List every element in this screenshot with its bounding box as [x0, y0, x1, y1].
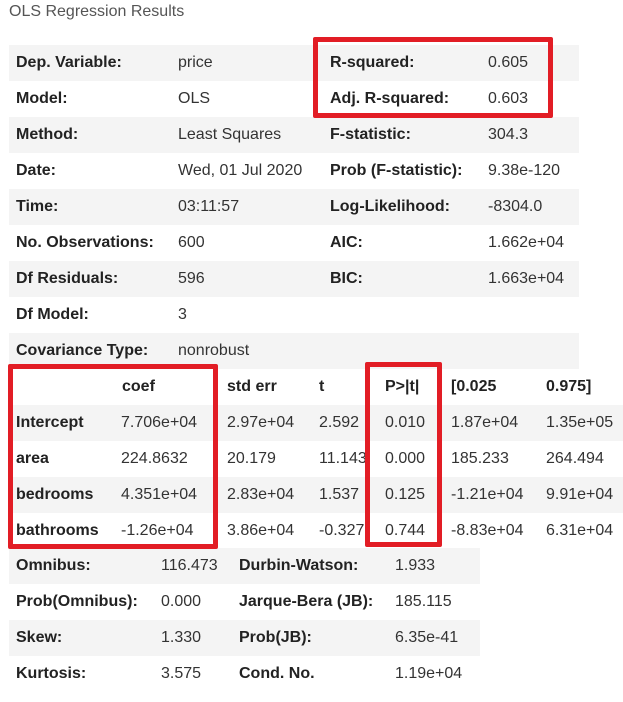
- table-row: [9, 333, 579, 369]
- coef-header-row: [9, 369, 623, 405]
- stat-value: 9.38e-120: [488, 162, 561, 179]
- table-row: [9, 81, 579, 117]
- stat-value: 0.605: [488, 54, 529, 71]
- stat-label: Omnibus:: [16, 557, 91, 574]
- stat-value: Wed, 01 Jul 2020: [178, 162, 303, 179]
- stat-label: AIC:: [330, 234, 363, 251]
- stat-value: price: [178, 54, 213, 71]
- stat-label: [323, 333, 481, 369]
- ci-high: 264.494: [546, 450, 604, 467]
- coef-value: 7.706e+04: [121, 414, 198, 431]
- stat-label: Skew:: [16, 629, 63, 646]
- stat-value: 116.473: [161, 557, 218, 574]
- coef-value: -1.26e+04: [121, 522, 194, 539]
- t-value: 2.592: [319, 414, 360, 431]
- stat-value: 3.575: [161, 665, 202, 682]
- table-row: [9, 513, 623, 549]
- header-cell: 0.975]: [546, 378, 592, 395]
- stat-label: Time:: [16, 198, 59, 215]
- coef-term: bathrooms: [16, 522, 99, 539]
- stat-value: 304.3: [488, 126, 529, 143]
- t-value: 11.143: [319, 450, 367, 467]
- stat-value: 185.115: [395, 593, 452, 610]
- p-value: 0.010: [385, 414, 426, 431]
- stat-value: nonrobust: [178, 342, 250, 359]
- ci-low: 185.233: [451, 450, 509, 467]
- coef-term: Intercept: [16, 414, 84, 431]
- p-value: 0.000: [385, 450, 426, 467]
- stat-label: Jarque-Bera (JB):: [239, 593, 374, 610]
- stat-label: BIC:: [330, 270, 363, 287]
- stat-label: Method:: [16, 126, 79, 143]
- stat-label: [323, 297, 481, 333]
- stat-value: 1.933: [395, 557, 436, 574]
- stat-label: No. Observations:: [16, 234, 154, 251]
- stat-value: 03:11:57: [178, 198, 240, 215]
- stat-label: Prob(Omnibus):: [16, 593, 138, 610]
- stat-value: 0.000: [161, 593, 202, 610]
- stderr-value: 3.86e+04: [227, 522, 295, 539]
- ci-high: 9.91e+04: [546, 486, 614, 503]
- header-cell: P>|t|: [385, 378, 420, 395]
- p-value: 0.125: [385, 486, 426, 503]
- header-cell: [0.025: [451, 378, 497, 395]
- stat-label: Df Model:: [16, 306, 89, 323]
- ci-low: 1.87e+04: [451, 414, 519, 431]
- model-summary-table: [9, 45, 579, 369]
- ci-high: 6.31e+04: [546, 522, 614, 539]
- stat-label: R-squared:: [330, 54, 415, 71]
- header-cell: coef: [122, 378, 155, 395]
- table-row: [9, 584, 480, 620]
- stat-label: Covariance Type:: [16, 342, 149, 359]
- stat-value: 1.662e+04: [488, 234, 565, 251]
- stat-value: 1.19e+04: [395, 665, 463, 682]
- stat-value: -8304.0: [488, 198, 543, 215]
- stat-value: 3: [178, 306, 187, 323]
- header-cell: t: [319, 378, 325, 395]
- stat-label: Prob(JB):: [239, 629, 312, 646]
- stat-label: Adj. R-squared:: [330, 90, 450, 107]
- stat-label: Prob (F-statistic):: [330, 162, 463, 179]
- p-value: 0.744: [385, 522, 426, 539]
- stat-label: Df Residuals:: [16, 270, 119, 287]
- coef-term: bedrooms: [16, 486, 94, 503]
- table-row: [9, 261, 579, 297]
- stat-value: [481, 333, 579, 369]
- table-row: [9, 405, 623, 441]
- coef-value: 4.351e+04: [121, 486, 198, 503]
- stat-value: [481, 297, 579, 333]
- stat-label: F-statistic:: [330, 126, 411, 143]
- coefficient-table: [9, 369, 623, 549]
- table-row: [9, 656, 480, 692]
- ci-low: -1.21e+04: [451, 486, 524, 503]
- stat-value: 600: [178, 234, 205, 251]
- stat-label: Model:: [16, 90, 68, 107]
- diagnostics-table: [9, 548, 480, 692]
- stat-value: 596: [178, 270, 205, 287]
- t-value: 1.537: [319, 486, 360, 503]
- table-row: [9, 477, 623, 513]
- ci-high: 1.35e+05: [546, 414, 614, 431]
- stat-label: Log-Likelihood:: [330, 198, 450, 215]
- stat-value: 1.330: [161, 629, 202, 646]
- stat-value: 0.603: [488, 90, 529, 107]
- stat-value: 1.663e+04: [488, 270, 565, 287]
- table-row: [9, 117, 579, 153]
- stat-label: Durbin-Watson:: [239, 557, 359, 574]
- table-row: [9, 548, 480, 584]
- stderr-value: 2.97e+04: [227, 414, 295, 431]
- stderr-value: 20.179: [227, 450, 276, 467]
- table-row: [9, 620, 480, 656]
- table-row: [9, 153, 579, 189]
- stat-label: Date:: [16, 162, 57, 179]
- header-cell: std err: [227, 378, 277, 395]
- stat-value: Least Squares: [178, 126, 282, 143]
- table-row: [9, 441, 623, 477]
- coef-value: 224.8632: [121, 450, 188, 467]
- table-row: [9, 45, 579, 81]
- table-row: [9, 225, 579, 261]
- ci-low: -8.83e+04: [451, 522, 524, 539]
- stat-value: OLS: [178, 90, 211, 107]
- header-cell: [9, 369, 114, 405]
- stat-label: Cond. No.: [239, 665, 315, 682]
- table-caption: OLS Regression Results: [9, 3, 185, 20]
- coef-term: area: [16, 450, 49, 467]
- stat-label: Kurtosis:: [16, 665, 87, 682]
- stat-label: Dep. Variable:: [16, 54, 122, 71]
- table-row: [9, 297, 579, 333]
- table-row: [9, 189, 579, 225]
- stat-value: 6.35e-41: [395, 629, 459, 646]
- t-value: -0.327: [319, 522, 365, 539]
- stderr-value: 2.83e+04: [227, 486, 295, 503]
